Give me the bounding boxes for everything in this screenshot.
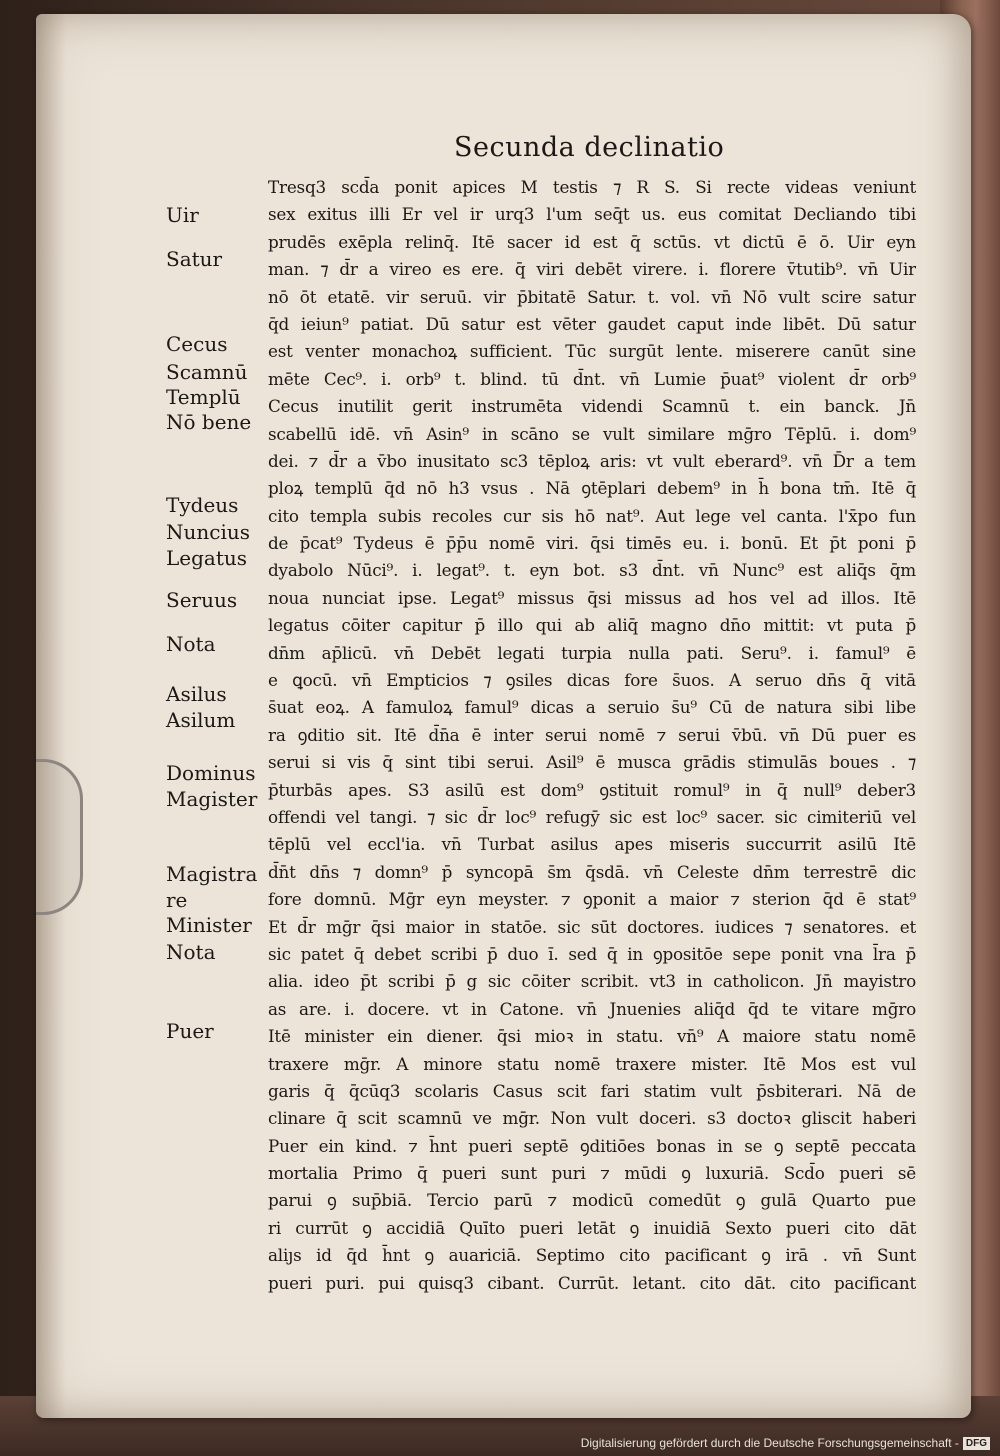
margin-note: Magistra (166, 862, 258, 886)
book-page (36, 14, 971, 1418)
text-line: Itē minister ein diener. q̄si mioꝛ in statu. vn̄⁹ A maiore statu nomē (268, 1026, 916, 1047)
margin-notes (36, 14, 266, 1214)
margin-note: Uir (166, 203, 199, 227)
text-line: pueri puri. pui quisq3 cibant. Currūt. letant. cito dāt. cito pacificant (268, 1272, 916, 1293)
text-line: nō ōt etatē. vir seruū. vir p̄bitatē Satur. t. vol. vn̄ Nō vult scire satur (268, 286, 916, 307)
text-line: fore domnū. Mḡr eyn meyster. ⁊ ꝯponit a maior ⁊ sterion q̄d ē stat⁹ (268, 889, 916, 910)
text-line: ra ꝯditio sit. Itē d̄n̄a ē inter serui nomē ⁊ serui v̄bū. vn̄ Dū puer es (268, 724, 916, 745)
margin-note: Tydeus (166, 493, 239, 517)
footer-credit (581, 1436, 990, 1450)
margin-note: Nuncius (166, 520, 251, 544)
text-line: de p̄cat⁹ Tydeus ē p̄p̄u nomē viri. q̄si timēs eu. i. bonū. Et p̄t poni p̄ (268, 533, 916, 554)
text-line: Puer ein kind. ⁊ h̄nt pueri septē ꝯditiōes bonas in se ꝯ septē peccata (268, 1135, 916, 1156)
text-line: d̄n̄t dn̄s ⁊ domn⁹ p̄ syncopā s̄m q̄sdā. vn̄ Celeste dn̄m terrestrē dic (268, 861, 916, 882)
footer-text: Digitalisierung gefördert durch die Deutsche Forschungsgemeinschaft - (580, 1436, 959, 1450)
text-line: Cecus inutilit gerit instrumēta videndi Scamnū t. ein banck. Jn̄ (268, 396, 916, 417)
text-line: tēplū vel eccl'ia. vn̄ Turbat asilus apes miseris succurrit asilū Itē (268, 834, 916, 855)
margin-note: Nota (166, 632, 216, 656)
running-header: Secunda declinatio (454, 132, 725, 163)
margin-note: Puer (166, 1019, 214, 1043)
text-line: legatus cōiter capitur p̄ illo qui ab aliq̄ magno dn̄o mittit: vt puta p̄ (268, 615, 916, 636)
text-line: q̄d ieiun⁹ patiat. Dū satur est vēter gaudet caput inde libēt. Dū satur (268, 313, 916, 334)
text-line: scabellū idē. vn̄ Asin⁹ in scāno se vult similare mḡro Tēplū. i. dom⁹ (268, 423, 916, 444)
text-line: parui ꝯ sup̄biā. Tercio parū ⁊ modicū comedūt ꝯ gulā Quarto pue (268, 1190, 916, 1211)
text-line: dyabolo Nūci⁹. i. legat⁹. t. eyn bot. s3 d̄nt. vn̄ Nunc⁹ est aliq̄s q̄m (268, 560, 916, 581)
margin-note: Seruus (166, 588, 238, 612)
text-line: alia. ideo p̄t scribi p̄ g sic cōiter scribit. vt3 in catholicon. Jn̄ mayistro (268, 971, 916, 992)
text-line: man. ⁊ d̄r a vireo es ere. q̄ viri debēt virere. i. florere v̄tutib⁹. vn̄ Uir (268, 259, 916, 280)
margin-note: Dominus (166, 761, 256, 785)
text-line: offendi vel tangi. ⁊ sic d̄r loc⁹ refugȳ sic est loc⁹ sacer. sic cimiteriū vel (268, 806, 916, 827)
margin-note: Satur (166, 247, 223, 271)
text-line: aliȷs id q̄d h̄nt ꝯ auariciā. Septimo cito pacificant ꝯ irā . vn̄ Sunt (268, 1245, 916, 1266)
text-line: prudēs exēpla relinq̄. Itē sacer id est q̄ sctūs. vt dictū ē ō. Uir eyn (268, 231, 916, 252)
body-text (268, 174, 916, 1297)
text-line: noua nunciat ipse. Legat⁹ missus q̄si missus ad hos vel ad illos. Itē (268, 587, 916, 608)
margin-note: Legatus (166, 546, 248, 570)
text-line: mortalia Primo q̄ pueri sunt puri ⁊ mūdi ꝯ luxuriā. Scd̄o pueri sē (268, 1163, 916, 1184)
text-line: s̄uat eoꝝ. A famuloꝝ famul⁹ dicas a seruio s̄u⁹ Cū de natura sibi libe (268, 697, 916, 718)
margin-note: Minister (166, 913, 252, 937)
margin-note: re (166, 888, 188, 912)
margin-note: Asilum (166, 708, 236, 732)
text-line: dn̄m ap̄licū. vn̄ Debēt legati turpia nulla pati. Seru⁹. i. famul⁹ ē (268, 642, 916, 663)
margin-note: Cecus (166, 332, 228, 356)
margin-note: Scamnū (166, 360, 248, 384)
text-line: dei. ⁊ d̄r a v̄bo inusitato sc3 tēploꝝ aris: vt vult eberard⁹. vn̄ D̄r a tem (268, 450, 916, 471)
text-line: clinare q̄ scit scamnū ve mḡr. Non vult doceri. s3 doctoꝛ gliscit haberi (268, 1108, 916, 1129)
text-line: serui si vis q̄ sint tibi serui. Asil⁹ ē musca grādis stimulās boues . ⁊ (268, 752, 916, 773)
text-line: p̄turbās apes. S3 asilū est dom⁹ ꝯstituit romul⁹ in q̄ null⁹ deber3 (268, 779, 916, 800)
dfg-logo-icon: DFG (963, 1437, 990, 1450)
margin-note: Magister (166, 787, 258, 811)
text-line: cito templa subis recoles cur sis hō nat⁹. Aut lege vel canta. l'x̄po fun (268, 505, 916, 526)
text-line: Et d̄r mḡr q̄si maior in statōe. sic sūt doctores. iudices ⁊ senatores. et (268, 916, 916, 937)
margin-note: Templū (166, 385, 241, 409)
text-line: e ꝗocū. vn̄ Empticios ⁊ ꝯsiles dicas fore s̄uos. A seruo dn̄s q̄ vitā (268, 670, 916, 691)
margin-note: Asilus (166, 682, 227, 706)
text-line: sic patet q̄ debet scribi p̄ duo ı̄. sed q̄ in ꝯpositōe sepe ponit vna l̄ra p̄ (268, 943, 916, 964)
text-line: est venter monachoꝝ sufficient. Tūc surgūt lente. miserere canūt sine (268, 341, 916, 362)
text-line: traxere mḡr. A minore statu nomē traxere mister. Itē Mos est vul (268, 1053, 916, 1074)
text-line: garis q̄ q̄cūq3 scolaris Casus scit fari statim vult p̄sbiterari. Nā de (268, 1080, 916, 1101)
margin-note: Nota (166, 940, 216, 964)
text-line: as are. i. docere. vt in Catone. vn̄ Jnuenies aliq̄d q̄d te vitare mḡro (268, 998, 916, 1019)
text-line: mēte Cec⁹. i. orb⁹ t. blind. tū d̄nt. vn̄ Lumie p̄uat⁹ violent d̄r orb⁹ (268, 368, 916, 389)
text-line: ploꝝ templū q̄d nō h3 vsus . Nā ꝯtēplari debem⁹ in h̄ bona tm̄. Itē q̄ (268, 478, 916, 499)
text-line: ri currūt ꝯ accidiā Quīto pueri letāt ꝯ inuidiā Sexto pueri cito dāt (268, 1217, 916, 1238)
margin-note: Nō bene (166, 410, 252, 434)
text-line: sex exitus illi Er vel ir urq3 l'um seq̄t us. eus comitat Decliando tibi (268, 204, 916, 225)
text-line: Tresq3 scd̄a ponit apices M testis ⁊ R S. Si recte videas veniunt (268, 177, 916, 197)
